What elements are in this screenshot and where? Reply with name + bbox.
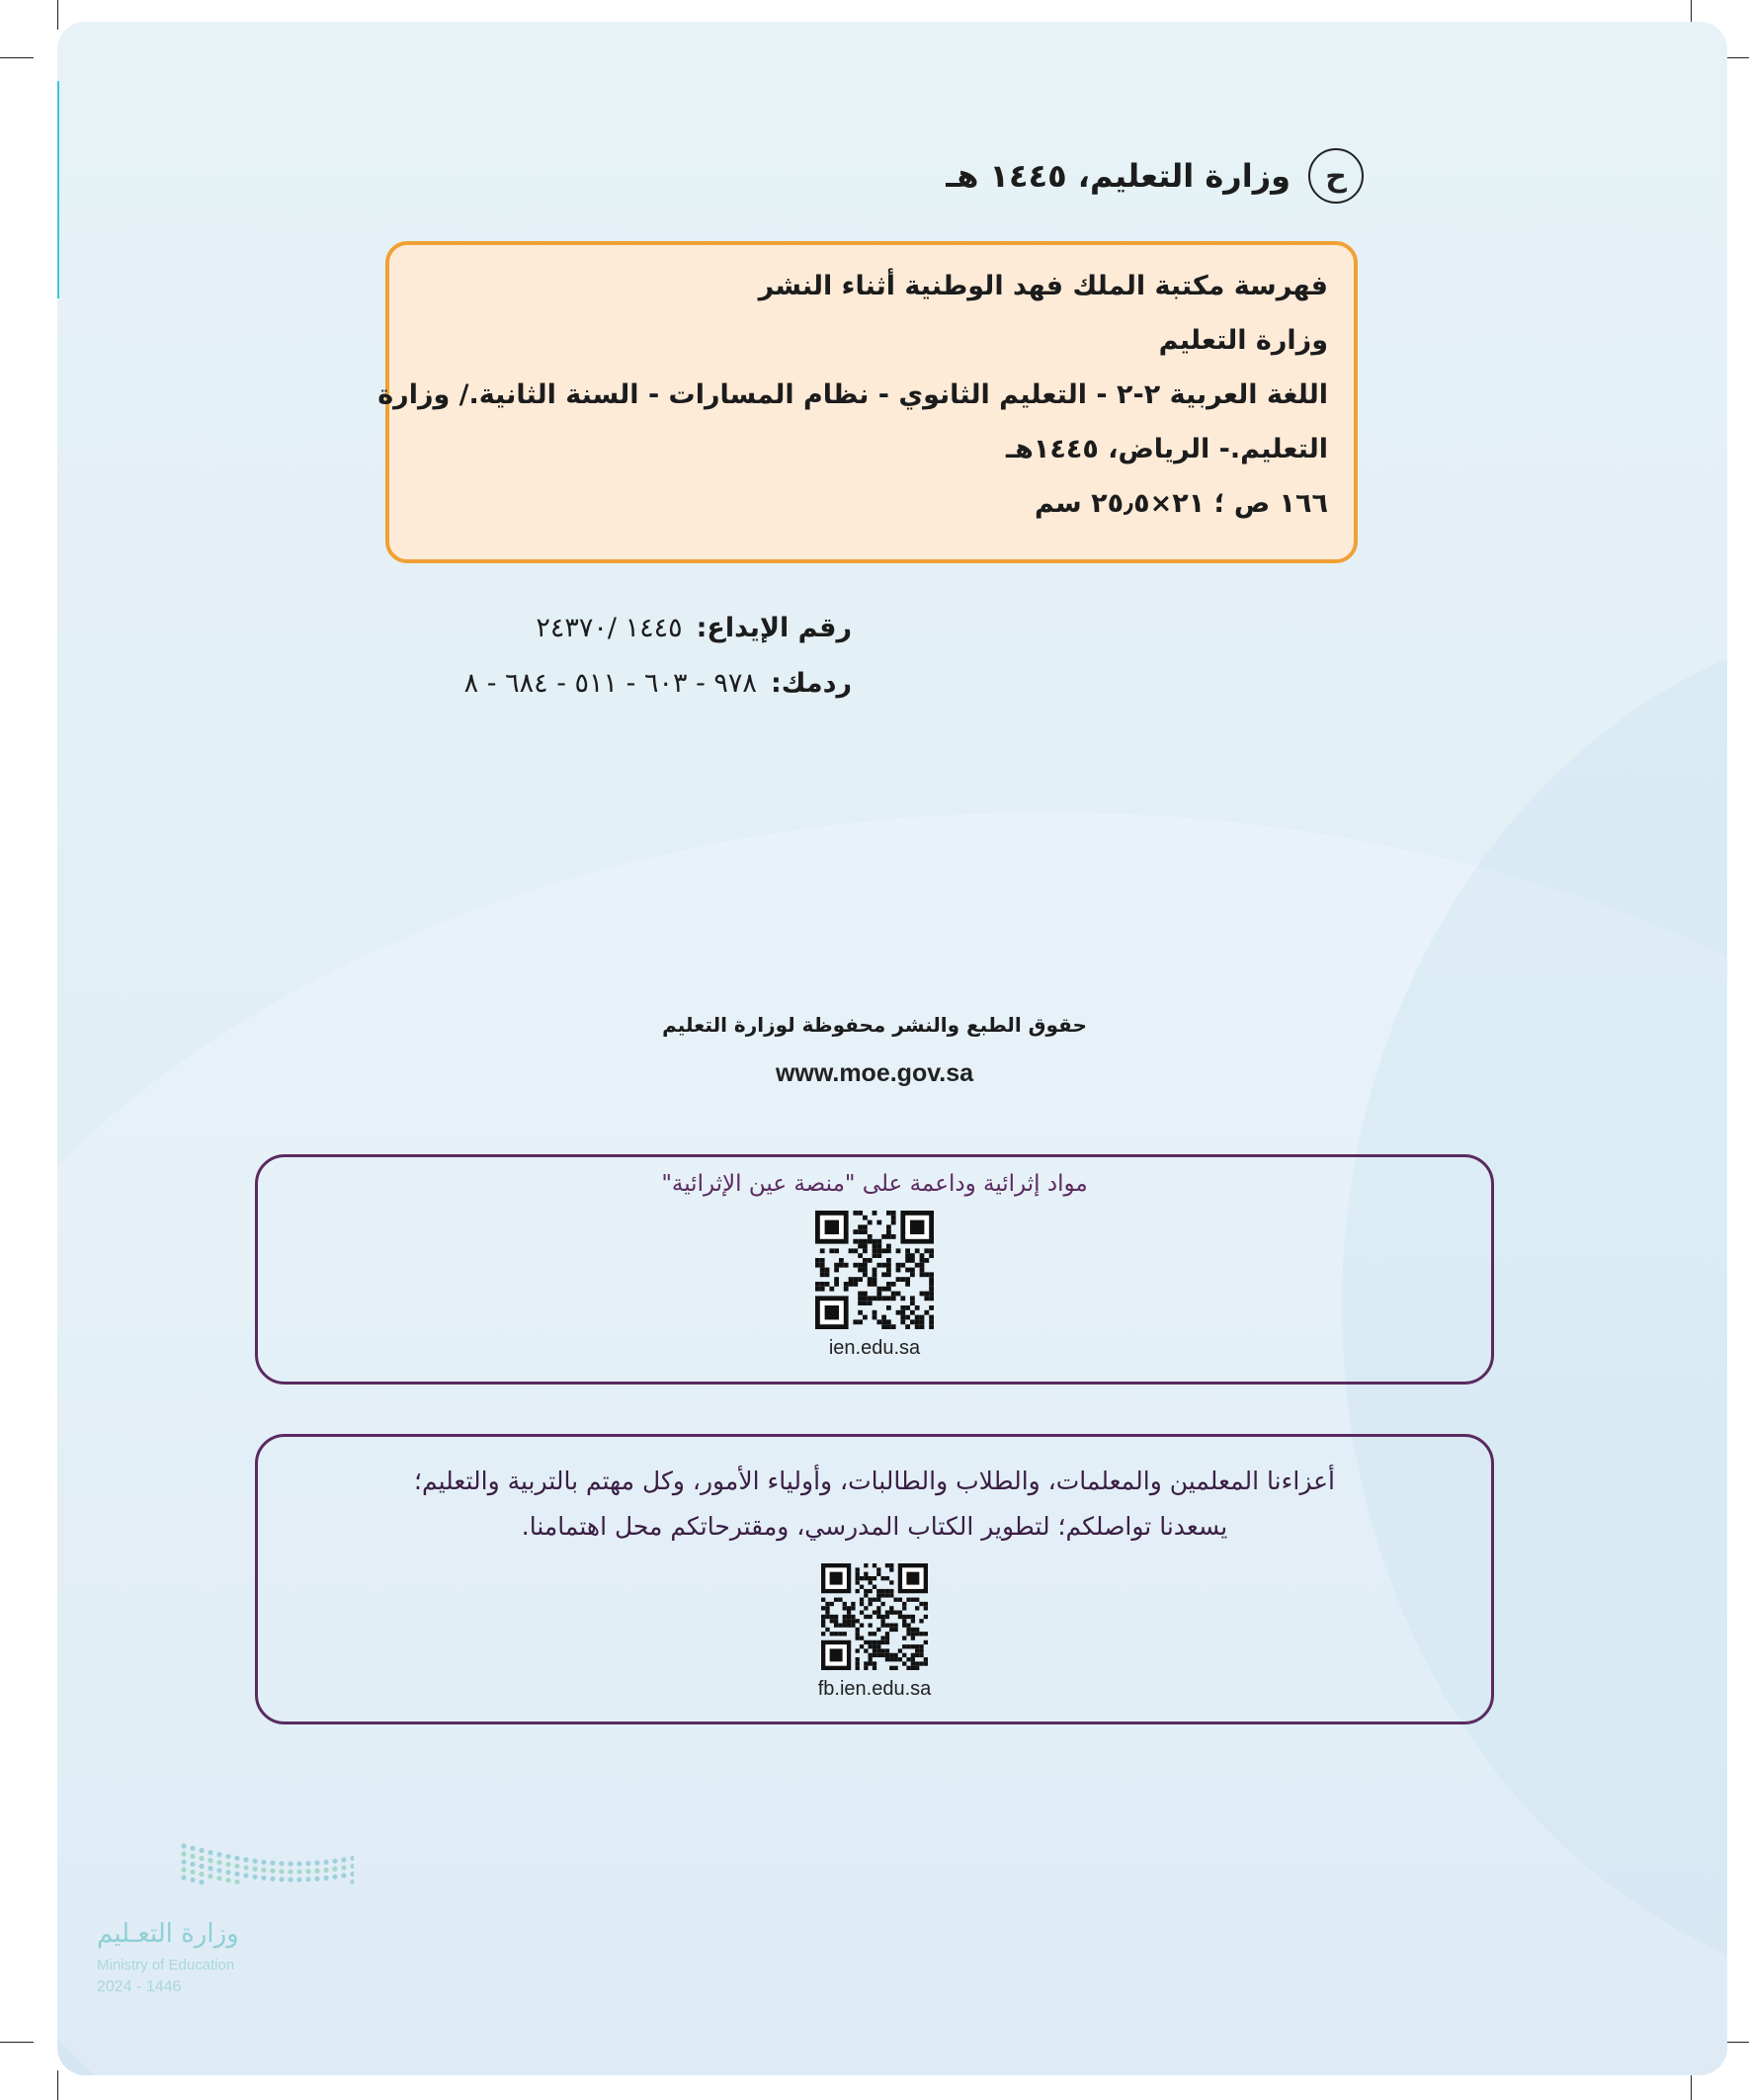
feedback-qr-code-icon[interactable] xyxy=(821,1563,928,1670)
cataloging-box xyxy=(377,241,1358,563)
crop-mark xyxy=(57,0,58,30)
cataloging-line: اللغة العربية ٢-٢ - التعليم الثانوي - نظام المسارات - السنة الثانية./ وزارة xyxy=(377,379,1328,410)
copyright-line xyxy=(946,148,1364,204)
feedback-url[interactable]: fb.ien.edu.sa xyxy=(817,1678,932,1700)
crop-mark xyxy=(0,2042,34,2043)
crop-mark xyxy=(57,2070,58,2100)
enrichment-url[interactable]: ien.edu.sa xyxy=(828,1337,921,1359)
cataloging-line: ١٦٦ ص ؛ ٢١×٢٥٫٥ سم xyxy=(1034,488,1328,519)
deposit-number xyxy=(536,613,852,643)
enrichment-qr-code-icon[interactable] xyxy=(815,1211,934,1329)
feedback-qr-box xyxy=(255,1434,1494,1724)
copyright-text: وزارة التعليم، ١٤٤٥ هـ xyxy=(946,157,1291,195)
website-link[interactable]: www.moe.gov.sa xyxy=(775,1059,974,1087)
rights-notice: حقوق الطبع والنشر محفوظة لوزارة التعليم xyxy=(662,1013,1087,1037)
crop-mark xyxy=(0,57,34,58)
feedback-text-line2: يسعدنا تواصلكم؛ لتطوير الكتاب المدرسي، ومقترحاتكم محل اهتمامنا. xyxy=(521,1512,1228,1541)
logo-english-text: Ministry of Education xyxy=(97,1957,235,1974)
deposit-label: رقم الإيداع: xyxy=(696,613,852,643)
enrichment-text: مواد إثرائية وداعمة على "منصة عين الإثرائية" xyxy=(661,1171,1088,1197)
deposit-value: ١٤٤٥ /٢٤٣٧٠ xyxy=(536,613,683,643)
cataloging-line: وزارة التعليم xyxy=(1158,325,1328,356)
cataloging-line: التعليم.- الرياض، ١٤٤٥هـ xyxy=(1005,434,1328,464)
isbn-label: ردمك: xyxy=(770,668,852,699)
logo-years-text: 2024 - 1446 xyxy=(97,1978,182,1995)
cataloging-title: فهرسة مكتبة الملك فهد الوطنية أثناء النشر xyxy=(758,271,1328,301)
copyright-symbol: ح xyxy=(1308,148,1364,204)
feedback-text-line1: أعزاءنا المعلمين والمعلمات، والطلاب والطالبات، وأولياء الأمور، وكل مهتم بالتربية والتعليم؛ xyxy=(414,1467,1335,1495)
isbn-value: ٩٧٨ - ٦٠٣ - ٥١١ - ٦٨٤ - ٨ xyxy=(463,668,757,699)
enrichment-qr-box xyxy=(255,1154,1494,1385)
edge-accent-line xyxy=(57,81,59,298)
logo-arabic-text: وزارة التعـليم xyxy=(97,1919,239,1949)
isbn-number xyxy=(464,668,852,699)
ministry-dots-icon xyxy=(97,1838,354,1917)
ministry-logo xyxy=(97,1838,354,1995)
